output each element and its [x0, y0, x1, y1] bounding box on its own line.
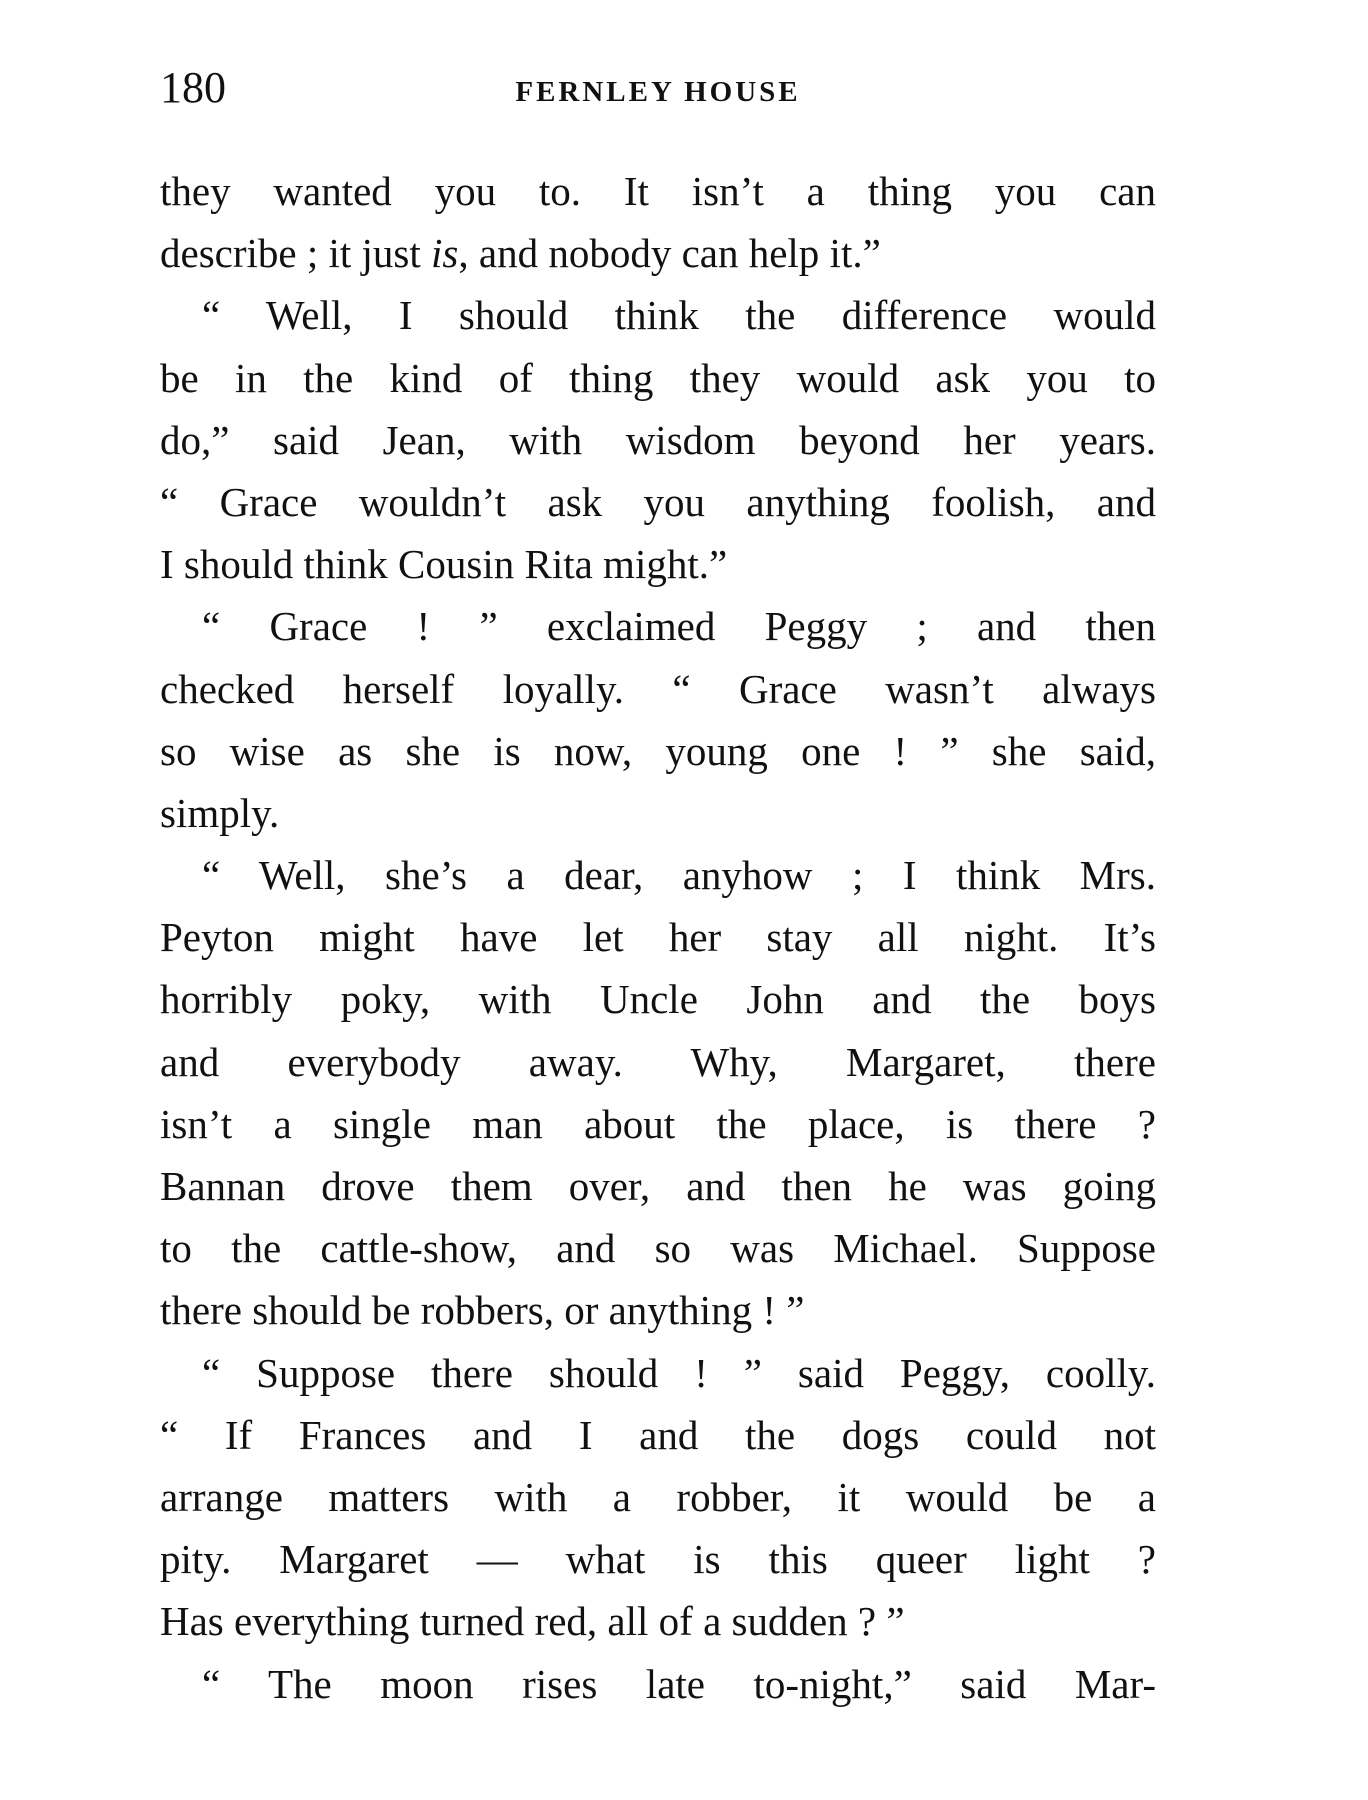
text-line: horribly poky, with Uncle John and the boys — [160, 976, 1156, 1023]
text-line: simply. — [160, 789, 280, 836]
text-line: Has everything turned red, all of a sudden ? ” — [160, 1598, 905, 1645]
text-line: Peyton might have let her stay all night. It’s — [160, 914, 1156, 961]
body-text — [160, 160, 1156, 1715]
text-line: be in the kind of thing they would ask you to — [160, 354, 1156, 401]
text-line: I should think Cousin Rita might.” — [160, 541, 728, 588]
text-line: “ Suppose there should ! ” said Peggy, coolly. — [202, 1349, 1156, 1396]
text-line: to the cattle-show, and so was Michael. Suppose — [160, 1225, 1156, 1272]
text-line: do,” said Jean, with wisdom beyond her years. — [160, 416, 1156, 463]
text-line: there should be robbers, or anything ! ” — [160, 1287, 805, 1334]
text-line: “ Well, I should think the difference would — [202, 292, 1156, 339]
text-line: “ Grace ! ” exclaimed Peggy ; and then — [202, 603, 1156, 650]
text-line: Bannan drove them over, and then he was going — [160, 1163, 1156, 1209]
text-line: they wanted you to. It isn’t a thing you can — [160, 168, 1156, 214]
text-line: “ Grace wouldn’t ask you anything foolish, and — [160, 478, 1156, 525]
text-line: so wise as she is now, young one ! ” she said, — [160, 727, 1156, 774]
emphasis: is — [431, 230, 459, 277]
page-number: 180 — [160, 63, 226, 112]
running-title: FERNLEY HOUSE — [515, 76, 801, 108]
text-line: “ If Frances and I and the dogs could not — [160, 1411, 1156, 1458]
text-line: checked herself loyally. “ Grace wasn’t always — [160, 665, 1156, 712]
text-line: “ The moon rises late to-night,” said Mar- — [202, 1660, 1156, 1707]
text-line: and everybody away. Why, Margaret, there — [160, 1038, 1156, 1085]
text-line: pity. Margaret — what is this queer light ? — [160, 1536, 1156, 1583]
text-line: isn’t a single man about the place, is there ? — [160, 1100, 1156, 1147]
text-line: arrange matters with a robber, it would be a — [160, 1473, 1156, 1520]
text-line: describe ; it just is, and nobody can help it.” — [160, 230, 881, 277]
text-line: “ Well, she’s a dear, anyhow ; I think Mrs. — [202, 852, 1156, 899]
page-header — [160, 58, 1156, 118]
